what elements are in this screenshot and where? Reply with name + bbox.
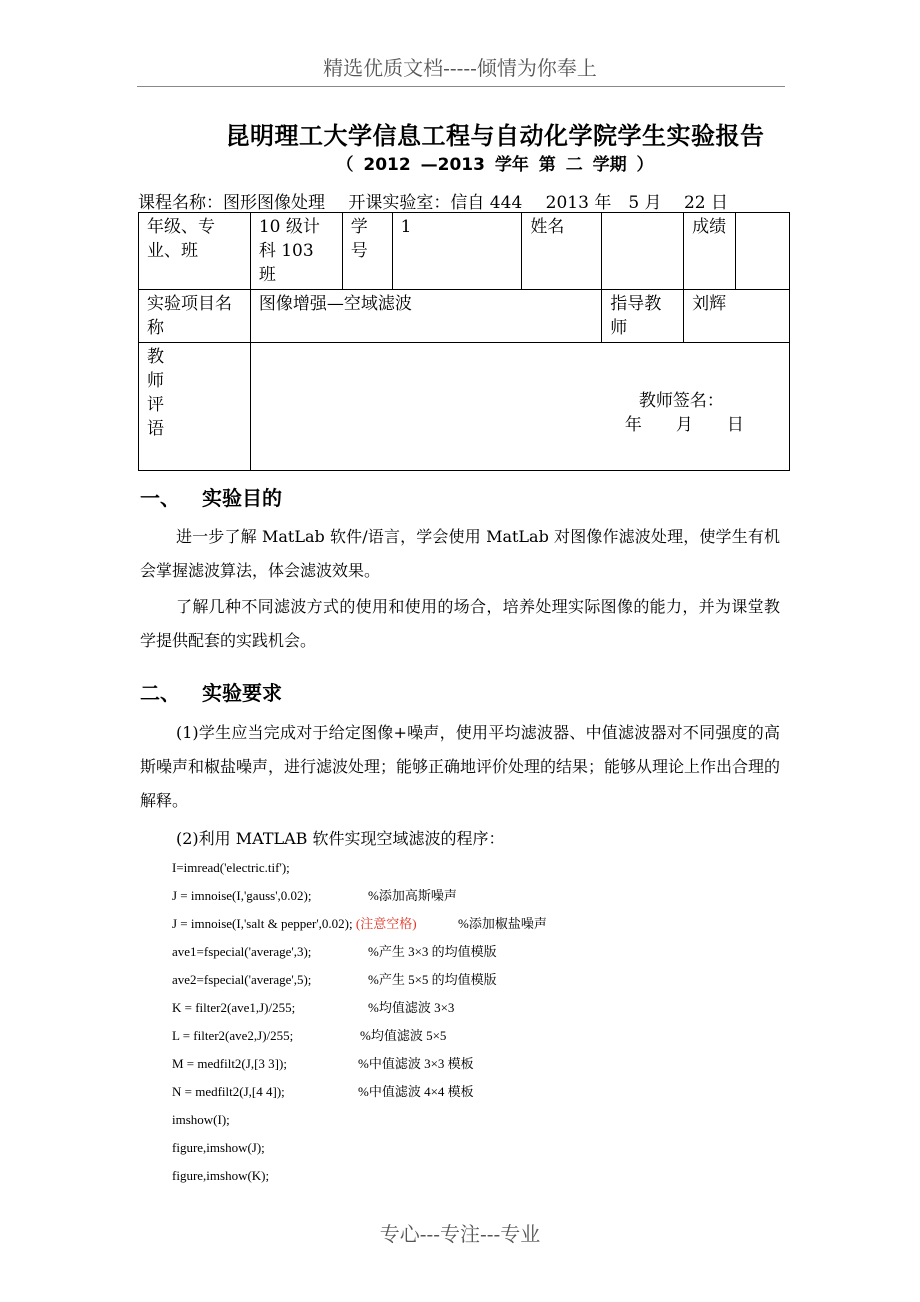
- student-no-label-cell: 学号: [342, 213, 392, 290]
- code-line: N = medfilt2(J,[4 4]); %中值滤波 4×4 模板: [172, 1084, 474, 1099]
- advisor-value-cell: 刘辉: [684, 290, 790, 343]
- report-subtitle: （ 2012 —2013 学年 第 二 学期 ）: [336, 155, 654, 175]
- section1-paragraph-1: 进一步了解 MatLab 软件/语言，学会使用 MatLab 对图像作滤波处理，使学生有机会掌握滤波算法，体会滤波效果。: [140, 527, 780, 580]
- code-line: figure,imshow(K);: [172, 1168, 270, 1183]
- grade-value-cell: 10 级计科 103 班: [250, 213, 342, 290]
- code-line: J = imnoise(I,'salt & pepper',0.02); (注意空格) %添加椒盐噪声: [172, 916, 547, 931]
- code-line: I=imread('electric.tif');: [172, 860, 290, 875]
- comment-label: 教师评语: [147, 347, 164, 439]
- note-spaces: (注意空格): [355, 916, 417, 931]
- score-label-cell: 成绩: [684, 213, 736, 290]
- student-no-value-cell: 1: [392, 213, 522, 290]
- comment-area-cell: [250, 343, 789, 471]
- grade-label-cell: 年级、专业、班: [139, 213, 251, 290]
- code-line: J = imnoise(I,'gauss',0.02); %添加高斯噪声: [172, 888, 457, 903]
- header-rule: [137, 86, 785, 87]
- report-title: 昆明理工大学信息工程与自动化学院学生实验报告: [225, 122, 765, 150]
- section2-paragraph-2: (2)利用 MATLAB 软件实现空域滤波的程序：: [176, 829, 505, 848]
- project-value-cell: 图像增强—空域滤波: [250, 290, 601, 343]
- course-info-line: [138, 188, 746, 213]
- teacher-signature-label: 教师签名：: [638, 391, 724, 411]
- section1-paragraph-2: 了解几种不同滤波方式的使用和使用的场合，培养处理实际图像的能力，并为课堂教学提供配套的实践机会。: [140, 597, 780, 650]
- code-line: imshow(I);: [172, 1112, 230, 1127]
- code-line: L = filter2(ave2,J)/255; %均值滤波 5×5: [172, 1028, 447, 1043]
- code-line: M = medfilt2(J,[3 3]); %中值滤波 3×3 模板: [172, 1056, 474, 1071]
- info-table: [138, 212, 790, 471]
- page-footer: 专心---专注---专业: [379, 1222, 541, 1246]
- score-value-cell: [736, 213, 790, 290]
- project-label-cell: 实验项目名称: [139, 290, 251, 343]
- name-value-cell: [602, 213, 684, 290]
- page-header: 精选优质文档-----倾情为你奉上: [323, 56, 597, 80]
- section1-heading: 一、 实验目的: [140, 486, 282, 510]
- name-label-cell: 姓名: [522, 213, 602, 290]
- section2-heading: 二、 实验要求: [140, 681, 282, 705]
- code-line: ave2=fspecial('average',5); %产生 5×5 的均值模版: [172, 972, 497, 987]
- code-line: ave1=fspecial('average',3); %产生 3×3 的均值模版: [172, 944, 497, 959]
- course-name: 课程名称：图形图像处理: [138, 193, 325, 213]
- lab-room: 开课实验室：信自 444: [348, 193, 523, 213]
- section2-paragraph-1: (1)学生应当完成对于给定图像+噪声，使用平均滤波器、中值滤波器对不同强度的高斯噪声和椒盐噪声，进行滤波处理；能够正确地评价处理的结果；能够从理论上作出合理的解释。: [140, 723, 781, 810]
- code-line: K = filter2(ave1,J)/255; %均值滤波 3×3: [172, 1000, 455, 1015]
- report-date: 2013 年 5 月 22 日: [545, 193, 728, 213]
- code-listing: [172, 858, 547, 1194]
- signature-date: 年 月 日: [624, 415, 744, 435]
- advisor-label-cell: 指导教师: [602, 290, 684, 343]
- code-line: figure,imshow(J);: [172, 1140, 265, 1155]
- comment-label-cell: [139, 343, 251, 471]
